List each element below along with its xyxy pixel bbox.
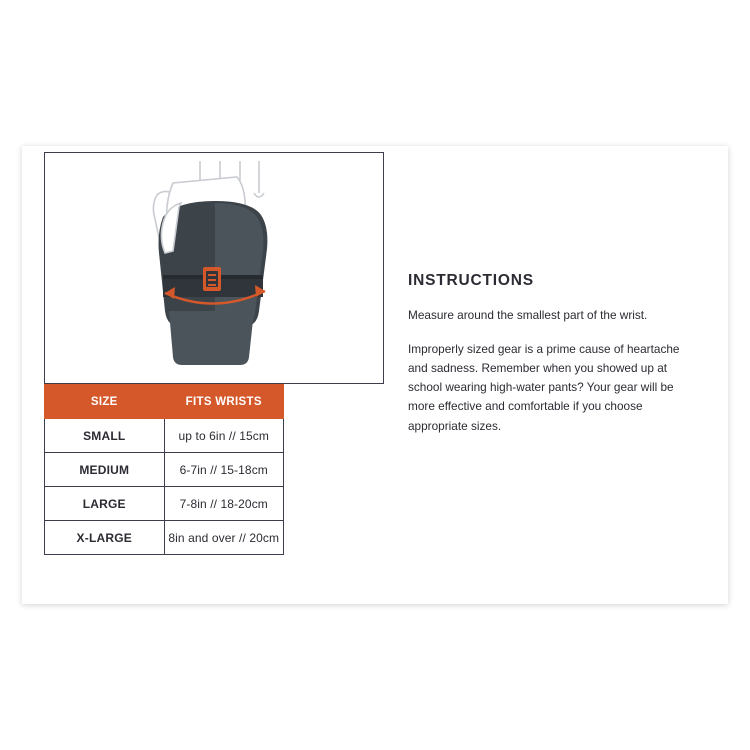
size-table xyxy=(44,384,284,555)
size-chart-card xyxy=(22,146,728,604)
cell-size: MEDIUM xyxy=(45,453,165,487)
table-row xyxy=(45,521,284,555)
cell-size: LARGE xyxy=(45,487,165,521)
instructions-section xyxy=(408,272,698,436)
table-row xyxy=(45,419,284,453)
illustration-panel xyxy=(44,152,384,384)
table-row xyxy=(45,487,284,521)
table-header-row xyxy=(45,385,284,419)
cell-fits: 6-7in // 15-18cm xyxy=(164,453,284,487)
instructions-paragraph-1: Measure around the smallest part of the wrist. xyxy=(408,308,648,322)
cell-size: SMALL xyxy=(45,419,165,453)
column-header-fits-wrists: FITS WRISTS xyxy=(164,385,284,419)
cell-fits: 8in and over // 20cm xyxy=(164,521,284,555)
instructions-paragraph-2: Improperly sized gear is a prime cause of heartache and sadness. Remember when you showed up at school wearing high-water pants? Your gear will be more effective and comfortable if you choose appropriate sizes. xyxy=(408,342,680,433)
column-header-size: SIZE xyxy=(45,385,165,419)
cell-fits: 7-8in // 18-20cm xyxy=(164,487,284,521)
cell-size: X-LARGE xyxy=(45,521,165,555)
instructions-title: INSTRUCTIONS xyxy=(408,272,534,289)
illustration-panel-divider xyxy=(383,152,384,384)
wrist-support-illustration xyxy=(45,153,384,384)
table-row xyxy=(45,453,284,487)
cell-fits: up to 6in // 15cm xyxy=(164,419,284,453)
